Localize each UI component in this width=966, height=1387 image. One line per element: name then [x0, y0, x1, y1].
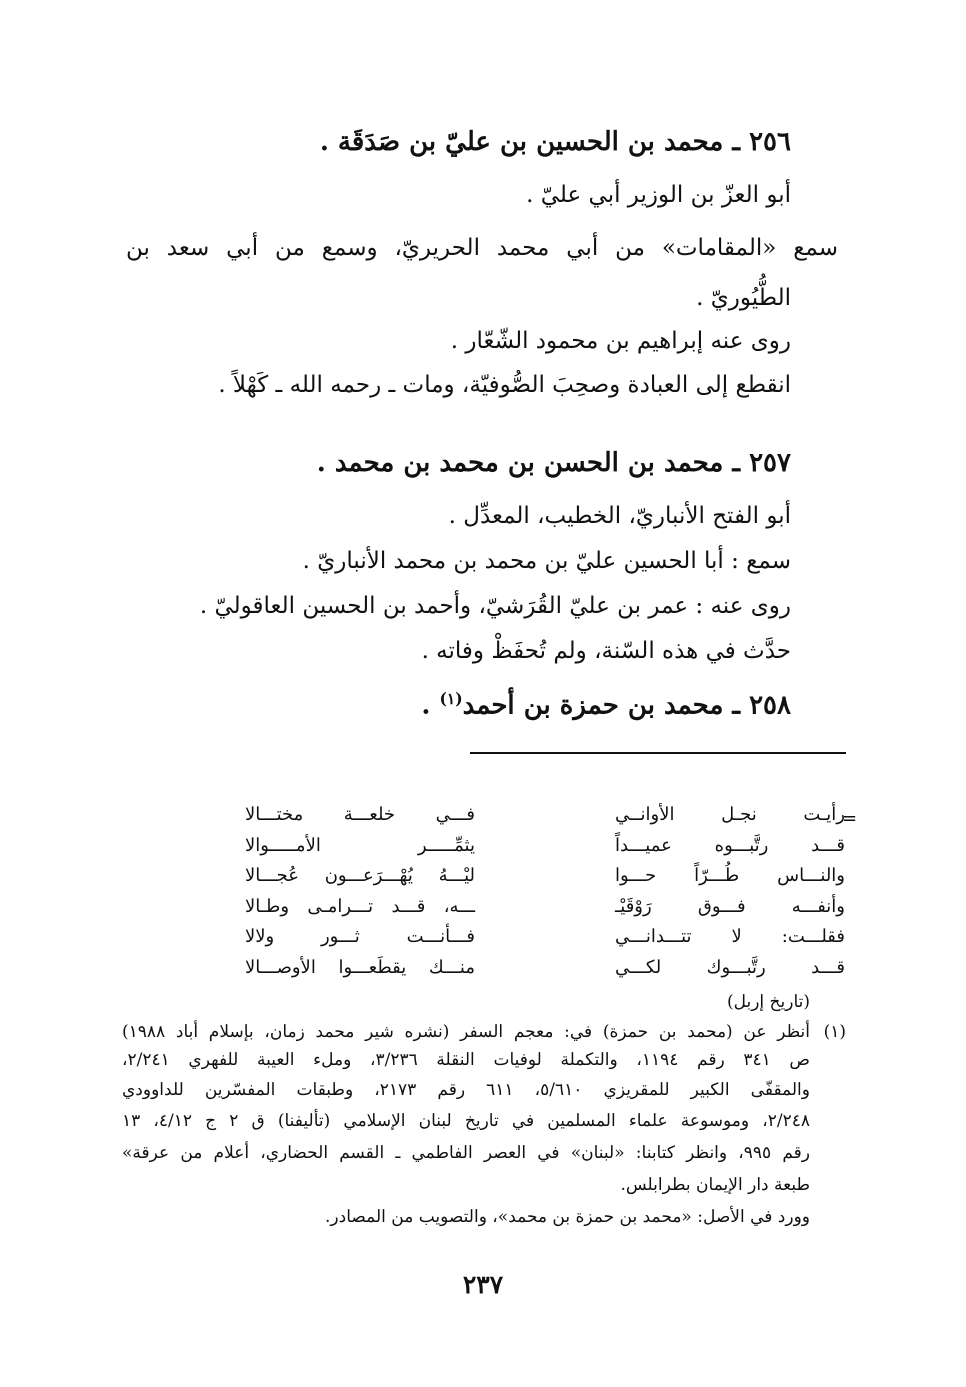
entry-256-death: انقطع إلى العبادة وصحِبَ الصُّوفيّة، ومات ـ رحمه الله ـ كَهْلاً . — [218, 372, 791, 398]
entry-257-heading: ٢٥٧ ـ محمد بن الحسن بن محمد بن محمد . — [316, 448, 791, 478]
entry-257-heard: سمع : أبا الحسين عليّ بن محمد بن محمد الأنباريّ . — [302, 548, 791, 574]
footnote-divider — [470, 752, 846, 754]
entry-257-kunya: أبو الفتح الأنباريّ، الخطيب، المعدِّل . — [448, 503, 791, 529]
page-number: ٢٣٧ — [462, 1270, 504, 1299]
verse-second-hemistich: فـــي خلعـــة مختـــالا — [245, 804, 475, 825]
footnote-line: والمقفّى الكبير للمقريزي ٥/٦١٠، ٦١١ رقم ٢١٧٣، وطبقات المفسّرين للداوودي — [122, 1080, 810, 1100]
footnote-line: طبعة دار الإيمان بطرابلس. — [620, 1175, 810, 1195]
footnote-line: ٢/٢٤٨، وموسوعة علماء المسلمين في تاريخ لبنان الإسلامي (تأليفنا) ق ٢ ج ٤/١٢، ١٣ — [122, 1111, 810, 1131]
poem-verse — [245, 861, 845, 892]
footnote-ref: (١) — [439, 689, 463, 708]
poem-verse — [245, 953, 845, 984]
poem-verse — [245, 800, 845, 831]
entry-258-heading-text: ٢٥٨ ـ محمد بن حمزة بن أحمد — [462, 690, 791, 721]
entry-256-narrated: روى عنه إبراهيم بن محمود الشّعّار . — [450, 328, 791, 354]
entry-256-heard: سمع «المقامات» من أبي محمد الحريريّ، وسمع من أبي سعد بن — [126, 235, 838, 261]
verse-second-hemistich: ـــه، قـــد تـــرامـى وطـالا — [245, 895, 475, 917]
verse-first-hemistich: قـــد رتَّبـــوه عميـــداً — [615, 834, 845, 856]
verse-second-hemistich: يثمِّـــــر الأمـــــوالا — [245, 834, 475, 856]
verse-first-hemistich: قـــد رتَّبـــوك لكـــي — [615, 956, 845, 978]
continuation-mark: = — [842, 808, 858, 829]
verse-first-hemistich: والنـــاس طُـــرّاً حـــوا — [615, 865, 845, 886]
verse-first-hemistich: رأيـت نجـل الأوانــي — [615, 804, 845, 825]
footnote-line: أنظر عن (محمد بن حمزة) في: معجم السفر (نشره شير محمد زمان، بإسلام أباد ١٩٨٨) — [122, 1022, 810, 1042]
footnote-line: وورد في الأصل: «محمد بن حمزة بن محمد»، والتصويب من المصادر. — [325, 1207, 810, 1227]
verse-first-hemistich: فقلـــت: لا تتـــدانـــي — [615, 926, 845, 947]
verse-first-hemistich: وأنفـــه فـــوق رَوْقَيْـ — [615, 895, 845, 917]
footnote-line: رقم ٩٩٥، وانظر كتابنا: «لبنان» في العصر الفاطمي ـ القسم الحضاري، أعلام من عرقة» — [122, 1143, 810, 1163]
poem-verse — [245, 892, 845, 923]
entry-257-hadith: حدَّث في هذه السّنة، ولم تُحفَظْ وفاته . — [421, 638, 791, 664]
verse-second-hemistich: منـــك يقطَعـــوا الأوصـــالا — [245, 956, 475, 978]
poem — [245, 800, 845, 983]
footnote-line: ص ٣٤١ رقم ١١٩٤، والتكملة لوفيات النقلة ٣/٢٣٦، وملء العيبة للفهري ٢/٢٤١، — [122, 1050, 810, 1070]
entry-258-heading-end: . — [421, 690, 440, 721]
verse-second-hemistich: فـــأنـــت ثـــور ولالا — [245, 926, 475, 947]
entry-257-narrated: روى عنه : عمر بن عليّ القُرَشيّ، وأحمد بن الحسين العاقوليّ . — [199, 593, 791, 619]
entry-256-heading: ٢٥٦ ـ محمد بن الحسين بن عليّ بن صَدَقَة . — [319, 127, 791, 157]
entry-256-kunya: أبو العزّ بن الوزير أبي عليّ . — [526, 182, 791, 208]
poem-verse — [245, 831, 845, 862]
poem-verse — [245, 922, 845, 953]
entry-256-heard-cont: الطُّيُوريّ . — [696, 285, 791, 311]
poem-source: (تاريخ إربل) — [726, 992, 810, 1012]
entry-258-heading — [126, 690, 791, 722]
footnote-number: (١) — [823, 1022, 846, 1042]
verse-second-hemistich: ليْـــهُ يُهْـــرَعـــون عُجـــالا — [245, 865, 475, 886]
